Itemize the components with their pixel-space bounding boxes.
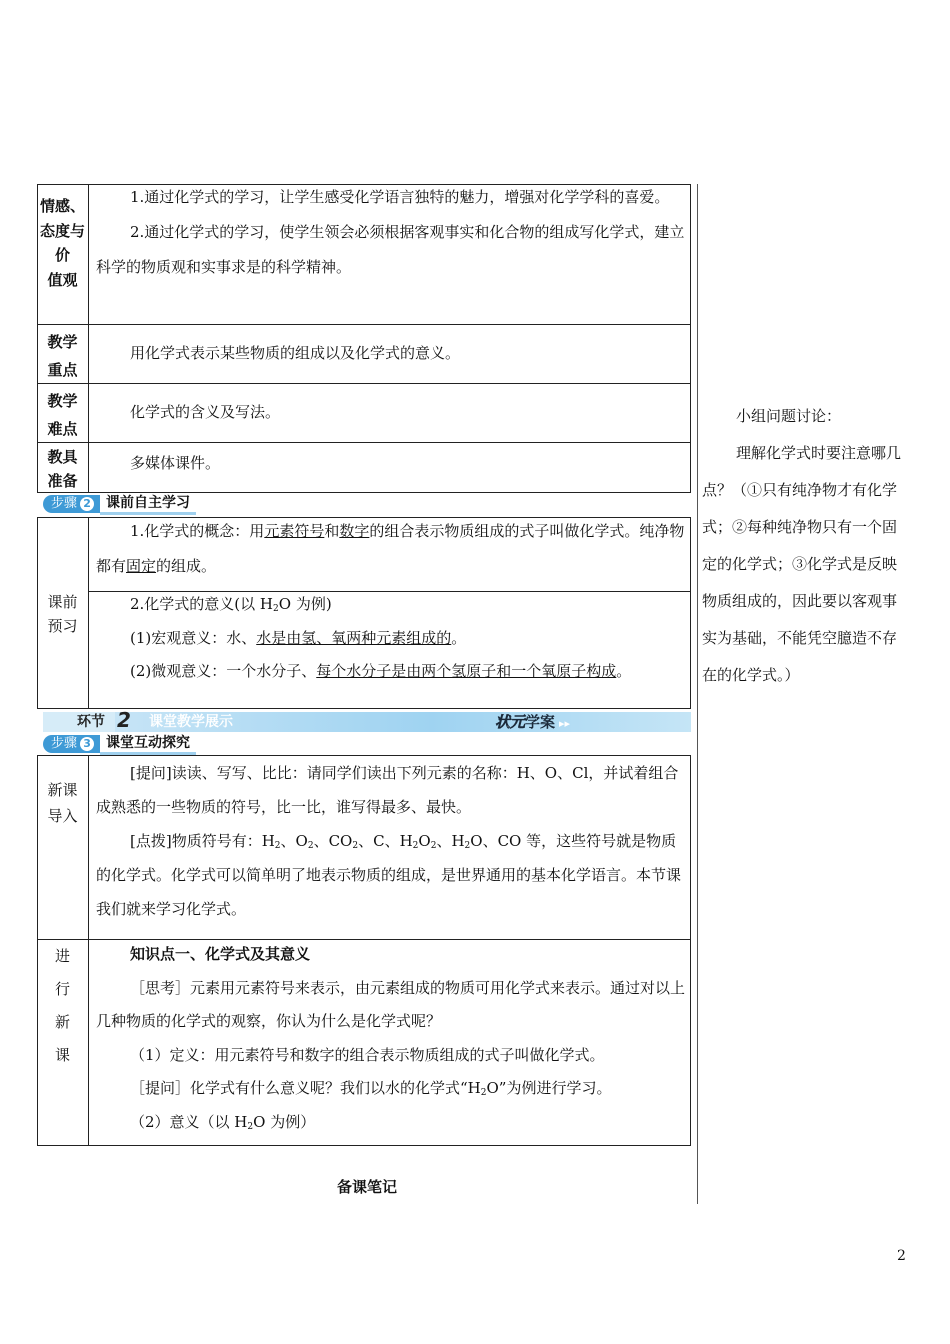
paragraph: 1.通过化学式的学习，让学生感受化学语言独特的魅力，增强对化学学科的喜爱。 (130, 188, 670, 206)
sidebar-body: 理解化学式时要注意哪几点？（①只有纯净物才有化学式；②每种纯净物只有一个固定的化学式；③化学式是反映物质组成的，因此要以客观事实为基础，不能凭空臆造不存在的化学式。） (702, 444, 902, 684)
section-banner (43, 708, 691, 732)
preview-meaning (96, 588, 686, 689)
table-divider (37, 324, 691, 325)
paragraph: 1.化学式的概念：用元素符号和数字的组合表示物质组成的式子叫做化学式。纯净物都有固定的组成。 (96, 522, 685, 575)
table-divider (88, 184, 89, 493)
step-tag (43, 735, 100, 753)
table-divider (88, 517, 89, 709)
preview-concept (96, 514, 686, 584)
step-number: 2 (80, 497, 94, 511)
paragraph: 2.化学式的意义(以 $H_2O$ 为例) (130, 595, 332, 614)
step-tag-label: 步骤 (51, 736, 78, 751)
paragraph: （2）意义（以 $H_2O$ 为例） (130, 1112, 316, 1132)
paragraph: [提问]读读、写写、比比：请同学们读出下列元素的名称：H、O、Cl，并试着组合成熟悉的一些物质的符号，比一比，谁写得最多、最快。 (96, 764, 679, 816)
difficulties-content (96, 395, 686, 430)
row-label-difficulties: 教学 难点 (47, 392, 78, 438)
table-divider (88, 755, 89, 1146)
table-divider (37, 383, 691, 384)
paragraph: ［提问］化学式有什么意义呢？我们以水的化学式“$H_2O$”为例进行学习。 (130, 1079, 612, 1098)
table-divider (37, 442, 691, 443)
notes-column-divider (697, 184, 698, 1204)
banner-number: 2 (117, 708, 131, 732)
banner-title: 课堂教学展示 (149, 714, 233, 730)
row-label-intro: 新课 导入 (47, 781, 78, 825)
attitude-content (96, 180, 686, 285)
step-3-header (43, 734, 196, 754)
brand-logo: 状元学案 ▸▸ (495, 713, 571, 731)
paragraph: 用化学式表示某些物质的组成以及化学式的意义。 (130, 344, 461, 362)
page-number: 2 (897, 1248, 906, 1264)
paragraph: [点拨]物质符号有：$H_2$、$O_2$、$CO_2$、C、$H_2O_2$、$H_2O$、CO 等，这些符号就是物质的化学式。化学式可以简单明了地表示物质的组成，是世界通用的基本化学语言。本节课我们就来学习化学式。 (96, 832, 682, 918)
step-title: 课堂互动探究 (100, 734, 196, 755)
paragraph: 化学式的含义及写法。 (130, 403, 281, 421)
row-label-materials: 教具 准备 (47, 448, 78, 490)
step-title: 课前自主学习 (100, 494, 196, 515)
row-label-key-points: 教学 重点 (47, 333, 78, 379)
materials-content (96, 446, 686, 481)
row-label-preview: 课前 预习 (47, 593, 78, 635)
key-points-content (96, 336, 686, 371)
paragraph: 多媒体课件。 (130, 454, 221, 472)
paragraph: 2.通过化学式的学习，使学生领会必须根据客观事实和化合物的组成写化学式，建立科学的物质观和实事求是的科学精神。 (96, 223, 685, 276)
new-lesson-content (96, 938, 686, 1139)
sidebar-discussion (702, 398, 907, 694)
paragraph: （1）定义：用元素符号和数字的组合表示物质组成的式子叫做化学式。 (130, 1045, 605, 1064)
intro-content (96, 756, 686, 926)
step-number: 3 (80, 737, 94, 751)
step-tag (43, 495, 100, 513)
notes-title: 备课笔记 (337, 1178, 398, 1196)
sidebar-title: 小组问题讨论： (736, 407, 842, 425)
row-label-new-lesson: 进 行 新 课 (54, 947, 70, 1064)
paragraph: (2)微观意义：一个水分子、每个水分子是由两个氢原子和一个氧原子构成。 (130, 662, 632, 680)
paragraph: (1)宏观意义：水、水是由氢、氧两种元素组成的。 (130, 628, 467, 647)
row-label-attitude: 情感、 态度与价 值观 (39, 197, 85, 289)
knowledge-heading: 知识点一、化学式及其意义 (130, 945, 311, 963)
step-tag-label: 步骤 (51, 496, 78, 511)
step-2-header (43, 494, 196, 514)
banner-label: 环节 (43, 712, 115, 732)
paragraph: ［思考］元素用元素符号来表示，由元素组成的物质可用化学式来表示。通过对以上几种物质的化学式的观察，你认为什么是化学式呢？ (96, 978, 686, 1030)
